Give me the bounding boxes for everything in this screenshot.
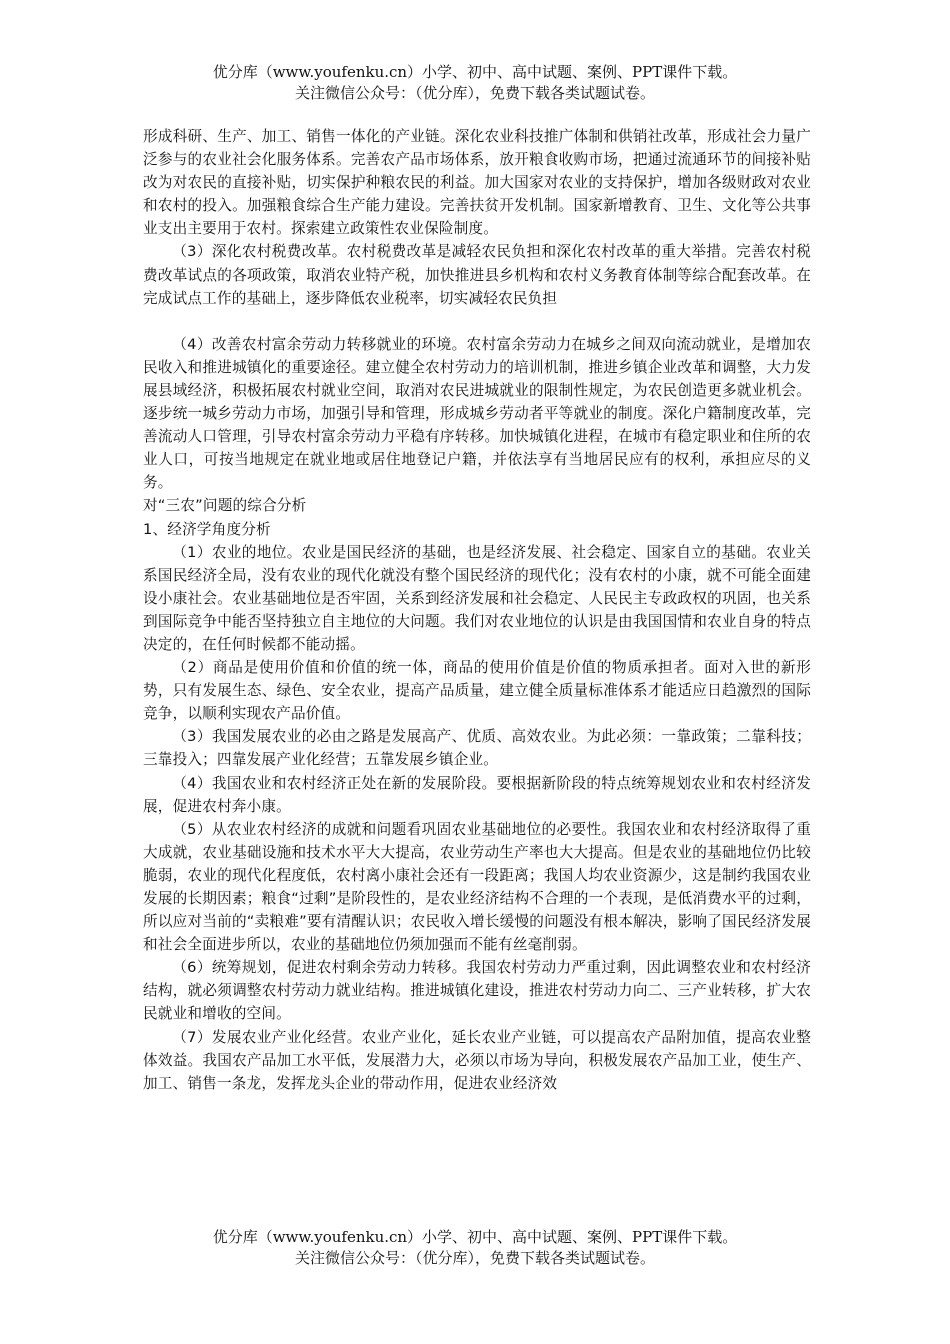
- paragraph-item-3-tax-reform: （3）深化农村税费改革。农村税费改革是减轻农民负担和深化农村改革的重大举措。完善农村税费改革试点的各项政策，取消农业特产税，加快推进县乡机构和农村义务教育体制等综合配套改革。在完成试点工作的基础上，逐步降低农业税率，切实减轻农民负担: [143, 243, 811, 307]
- paragraph-analysis-7: （7）发展农业产业化经营。农业产业化，延长农业产业链，可以提高农产品附加值，提高农业整体效益。我国农产品加工水平低，发展潜力大，必须以市场为导向，积极发展农产品加工业，使生产、加工、销售一条龙，发挥龙头企业的带动作用，促进农业经济效: [143, 1028, 811, 1092]
- paragraph-analysis-5: （5）从农业农村经济的成就和问题看巩固农业基础地位的必要性。我国农业和农村经济取得了重大成就，农业基础设施和技术水平大大提高，农业劳动生产率也大大提高。但是农业的基础地位仍比较脆弱，农业的现代化程度低，农村离小康社会还有一段距离；我国人均农业资源少，这是制约我国农业发展的长期因素；粮食“过剩”是阶段性的，是农业经济结构不合理的一个表现，是低消费水平的过剩，所以应对当前的“卖粮难”要有清醒认识；农民收入增长缓慢的问题没有根本解决，影响了国民经济发展和社会全面进步所以，农业的基础地位仍须加强而不能有丝毫削弱。: [143, 820, 811, 954]
- page-footer: [0, 1227, 950, 1269]
- paragraph-item-4-labor-transfer: （4）改善农村富余劳动力转移就业的环境。农村富余劳动力在城乡之间双向流动就业，是增加农民收入和推进城镇化的重要途径。建立健全农村劳动力的培训机制，推进乡镇企业改革和调整，大力发展县域经济，积极拓展农村就业空间，取消对农民进城就业的限制性规定，为农民创造更多就业机会。逐步统一城乡劳动力市场，加强引导和管理，形成城乡劳动者平等就业的制度。深化户籍制度改革，完善流动人口管理，引导农村富余劳动力平稳有序转移。加快城镇化进程，在城市有稳定职业和住所的农业人口，可按当地规定在就业地或居住地登记户籍，并依法享有当地居民应有的权利，承担应尽的义务。: [143, 335, 811, 492]
- section-heading: 对“三农”问题的综合分析: [143, 497, 307, 515]
- paragraph-analysis-1: （1）农业的地位。农业是国民经济的基础，也是经济发展、社会稳定、国家自立的基础。农业关系国民经济全局，没有农业的现代化就没有整个国民经济的现代化；没有农村的小康，就不可能全面建设小康社会。农业基础地位是否牢固，关系到经济发展和社会稳定、人民民主专政政权的巩固，也关系到国际竞争中能否坚持独立自主地位的大问题。我们对农业地位的认识是由我国国情和农业自身的特点决定的，在任何时候都不能动摇。: [143, 543, 811, 653]
- page-header: [0, 62, 950, 104]
- paragraph-analysis-3: （3）我国发展农业的必由之路是发展高产、优质、高效农业。为此必须：一靠政策；二靠科技；三靠投入；四靠发展产业化经营；五靠发展乡镇企业。: [143, 728, 811, 769]
- header-line-1: 优分库（www.youfenku.cn）小学、初中、高中试题、案例、PPT课件下载。: [212, 63, 738, 81]
- subsection-heading: 1、经济学角度分析: [143, 520, 271, 538]
- header-line-2: 关注微信公众号：（优分库），免费下载各类试题试卷。: [294, 84, 655, 102]
- paragraph-analysis-2: （2）商品是使用价值和价值的统一体，商品的使用价值是价值的物质承担者。面对入世的新形势，只有发展生态、绿色、安全农业，提高产品质量，建立健全质量标准体系才能适应日趋激烈的国际竞争，以顺利实现农产品价值。: [143, 659, 811, 723]
- paragraph-analysis-6: （6）统筹规划，促进农村剩余劳动力转移。我国农村劳动力严重过剩，因此调整农业和农村经济结构，就必须调整农村劳动力就业结构。推进城镇化建设，推进农村劳动力向二、三产业转移，扩大农民就业和增收的空间。: [143, 959, 811, 1023]
- paragraph-continuation: 形成科研、生产、加工、销售一体化的产业链。深化农业科技推广体制和供销社改革，形成社会力量广泛参与的农业社会化服务体系。完善农产品市场体系，放开粮食收购市场，把通过流通环节的间接补贴改为对农民的直接补贴，切实保护种粮农民的利益。加大国家对农业的支持保护，增加各级财政对农业和农村的投入。加强粮食综合生产能力建设。完善扶贫开发机制。国家新增教育、卫生、文化等公共事业支出主要用于农村。探索建立政策性农业保险制度。: [143, 128, 811, 238]
- footer-line-2: 关注微信公众号：（优分库），免费下载各类试题试卷。: [294, 1249, 655, 1267]
- paragraph-analysis-4: （4）我国农业和农村经济正处在新的发展阶段。要根据新阶段的特点统筹规划农业和农村经济发展，促进农村奔小康。: [143, 774, 811, 815]
- footer-line-1: 优分库（www.youfenku.cn）小学、初中、高中试题、案例、PPT课件下载。: [212, 1228, 738, 1246]
- document-body: [143, 125, 811, 1095]
